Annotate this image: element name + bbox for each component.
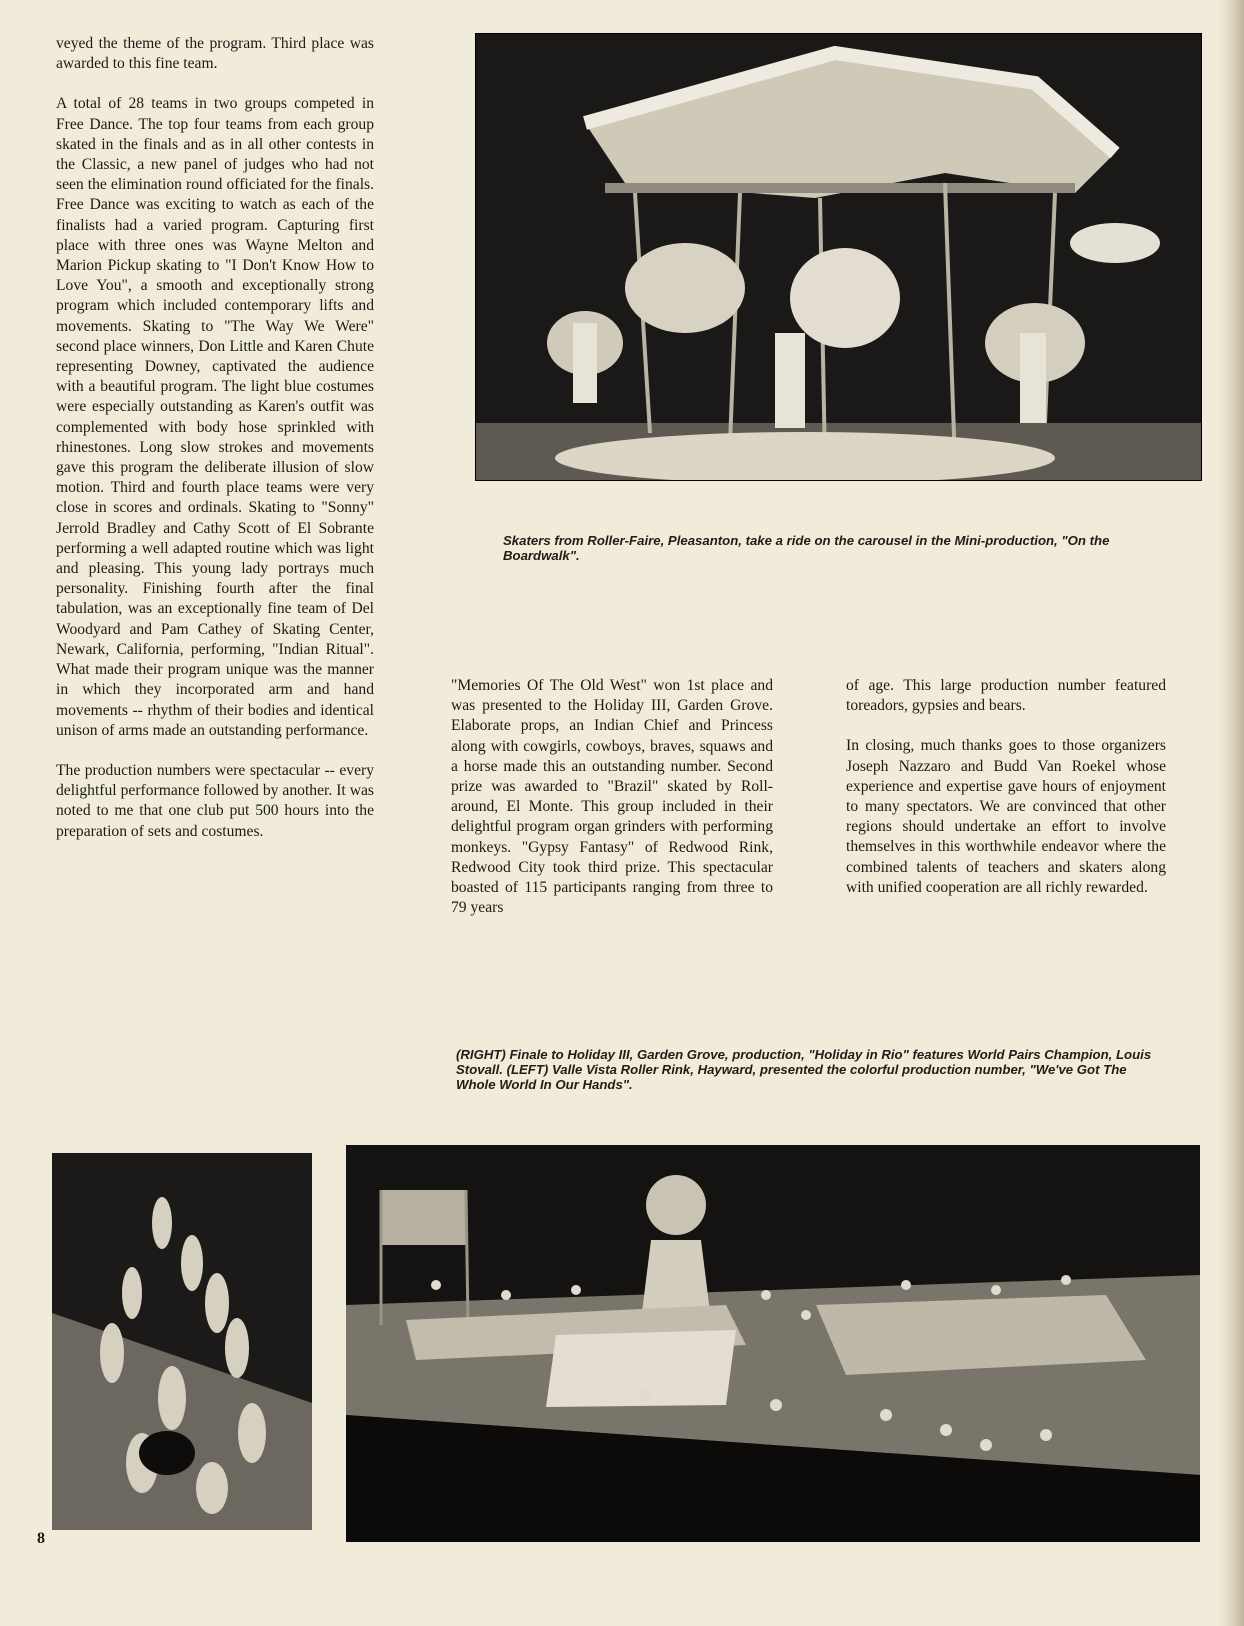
production-photo-left-illustration: [52, 1153, 312, 1530]
production-photo-right-illustration: [346, 1145, 1200, 1542]
page-spine-shadow: [1218, 0, 1244, 1626]
paragraph: veyed the theme of the program. Third place was awarded to this fine team.: [56, 35, 374, 73]
paragraph: The production numbers were spectacular -- every delightful performance followed by another. It was noted to me that one club put 500 hours into the preparation of sets and costumes.: [56, 761, 374, 840]
page-number: 8: [37, 1530, 45, 1547]
paragraph: In closing, much thanks goes to those organizers Joseph Nazzaro and Budd Van Roekel whose experience and expertise gave hours of enjoyment to many spectators. We are convinced that other regions should undertake an effort to involve themselves in this worthwhile endeavor where the combined talents of teachers and skaters along with unified cooperation are all richly rewarded.: [846, 737, 1166, 896]
paragraph: A total of 28 teams in two groups competed in Free Dance. The top four teams from each group skated in the finals and as in all other contests in the Classic, a new panel of judges who had not seen the elimination round officiated for the finals. Free Dance was exciting to watch as each of the finalists had a varied program. Capturing first place with three ones was Wayne Melton and Marion Pickup skating to "I Don't Know How to Love You", a smooth and exceptionally strong program which included contemporary lifts and movements. Skating to "The Way We Were" second place winners, Don Little and Karen Chute representing Downey, captivated the audience with a beautiful program. The light blue costumes were especially outstanding as Karen's outfit was complemented with body hose sprinkled with rhinestones. Long slow strokes and movements gave this program the deliberate illusion of slow motion. Third and fourth place teams were very close in scores and ordinals. Skating to "Sonny" Jerrold Bradley and Cathy Scott of El Sobrante performing a well adapted routine which was light and pleasing. This young lady portrays much personality. Finishing fourth after the final tabulation, was an exceptionally fine team of Del Woodyard and Pam Cathey of Skating Center, Newark, California, performing, "Indian Ritual". What made their program unique was the manner in which they incorporated arm and hand movements -- rhythm of their bodies and identical unison of arms made an outstanding performance.: [56, 95, 374, 739]
carousel-photo: [475, 33, 1202, 481]
carousel-photo-caption: Skaters from Roller-Faire, Pleasanton, take a ride on the carousel in the Mini-production, "On the Boardwalk".: [503, 533, 1110, 563]
article-column-3: [846, 676, 1166, 918]
production-photo-left: [52, 1153, 312, 1530]
paragraph: "Memories Of The Old West" won 1st place and was presented to the Holiday III, Garden Grove. Elaborate props, an Indian Chief and Princess along with cowgirls, cowboys, braves, squaws and a horse made this an outstanding number. Second prize was awarded to "Brazil" skated by Roll-around, El Monte. This group included in their delightful program organ grinders with performing monkeys. "Gypsy Fantasy" of Redwood Rink, Redwood City took third prize. This spectacular boasted of 115 participants ranging from three to 79 years: [451, 677, 773, 917]
bottom-photos-caption: (RIGHT) Finale to Holiday III, Garden Grove, production, "Holiday in Rio" features World Pairs Champion, Louis Stovall. (LEFT) Valle Vista Roller Rink, Hayward, presented the colorful production number, "We've Got The Whole World In Our Hands".: [456, 1047, 1152, 1092]
production-photo-right: [346, 1145, 1200, 1542]
article-column-2: [451, 676, 773, 938]
article-column-1: [56, 34, 374, 862]
paragraph: of age. This large production number featured toreadors, gypsies and bears.: [846, 677, 1166, 715]
carousel-photo-illustration: [475, 33, 1202, 481]
